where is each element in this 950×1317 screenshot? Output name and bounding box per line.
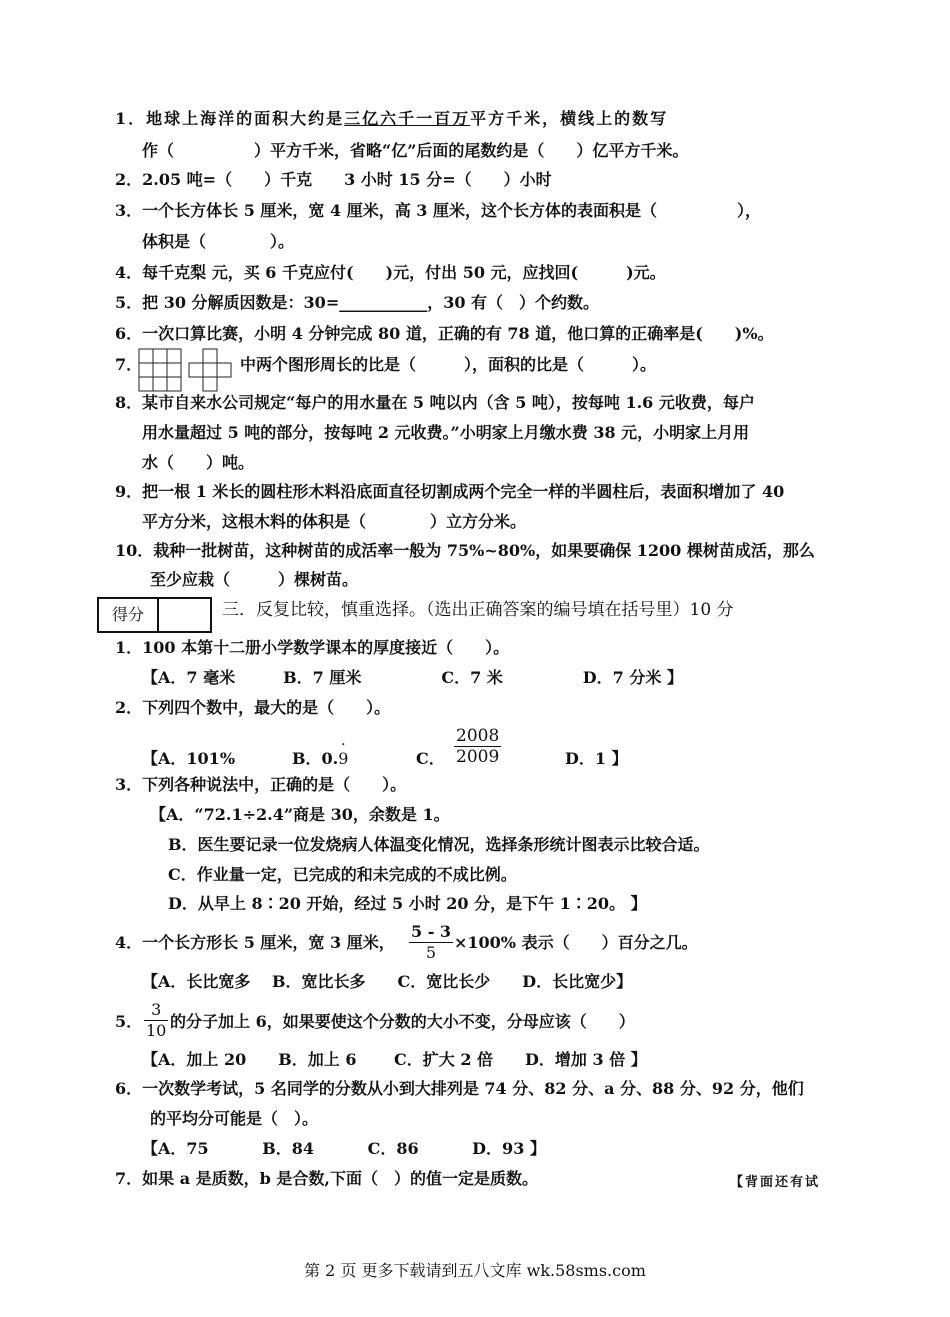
q3-6-line2: 的平均分可能是（ ）。 [150, 1109, 319, 1128]
q3-5-num: 5． [115, 1012, 143, 1031]
q2-9-line1: 9．把一根 1 米长的圆柱形木料沿底面直径切割成两个完全一样的半圆柱后，表面积增加了 40 [115, 482, 785, 501]
q3-1-options: 【A．7 毫米 B．7 厘米 C．7 米 D．7 分米 】 [142, 668, 683, 687]
q3-7: 7．如果 a 是质数，b 是合数,下面（ ）的值一定是质数。 [115, 1169, 538, 1188]
q3-3-optD: D．从早上 8∶20 开始，经过 5 小时 20 分，是下午 1∶20。 】 [168, 894, 647, 913]
q2-1-line1: 1．地球上海洋的面积大约是三亿六千一百万平方千米，横线上的数写 [115, 109, 669, 128]
q2-7-text: 中两个图形周长的比是（ ），面积的比是（ ）。 [240, 355, 657, 374]
q3-5-post: 的分子加上 6，如果要使这个分数的大小不变，分母应该（ ） [170, 1012, 635, 1031]
q2-8-line1: 8．某市自来水公司规定“每户的用水量在 5 吨以内（含 5 吨），按每吨 1.6 元收费，每户 [115, 393, 755, 412]
q2-4: 4．每千克梨 元，买 6 千克应付( )元，付出 50 元，应找回( )元。 [115, 263, 666, 282]
q2-3-line1: 3．一个长方体长 5 厘米，宽 4 厘米，高 3 厘米，这个长方体的表面积是（ ）， [115, 201, 761, 220]
q2-5: 5．把 30 分解质因数是：30=___________，30 有（ ）个约数。 [115, 293, 600, 312]
q3-4-post: ×100% 表示（ ）百分之几。 [454, 933, 698, 952]
fraction-3-10: $\frac{3}{10}$ [146, 1000, 167, 1040]
q2-7-num: 7． [115, 355, 143, 374]
q2-8-line3: 水（ ）吨。 [142, 453, 255, 472]
underlined-number: 三亿六千一百万 [344, 109, 471, 128]
fraction-2008-2009: $\frac{2008}{2009}$ [456, 726, 500, 767]
q3-2-optD: D．1 】 [565, 749, 628, 768]
q2-8-line2: 用水量超过 5 吨的部分，按每吨 2 元收费。”小明家上月缴水费 38 元，小明家上月用 [142, 423, 750, 442]
q2-1-line2: 作（ ）平方千米，省略“亿”后面的尾数约是（ ）亿平方千米。 [142, 141, 689, 160]
section-title: 三．反复比较，慎重选择。（选出正确答案的编号填在括号里）10 分 [222, 600, 734, 620]
q3-6-line1: 6．一次数学考试，5 名同学的分数从小到大排列是 74 分、82 分、a 分、88 分、92 分，他们 [115, 1079, 804, 1098]
q2-6: 6．一次口算比赛，小明 4 分钟完成 80 道，正确的有 78 道，他口算的正确率是( )%。 [115, 324, 774, 343]
q3-4-options: 【A．长比宽多 B．宽比长多 C．宽比长少 D．长比宽少】 [142, 972, 633, 991]
q3-1: 1．100 本第十二册小学数学课本的厚度接近（ ）。 [115, 638, 510, 657]
q3-3-optA: 【A．“72.1÷2.4”商是 30，余数是 1。 [150, 805, 450, 824]
q2-3-line2: 体积是（ ）。 [142, 232, 295, 251]
q2-10-line1: 10．栽种一批树苗，这种树苗的成活率一般为 75%~80%，如果要确保 1200 棵树苗成活，那么 [115, 541, 815, 560]
q3-2-optB: B．0. · 9 [292, 737, 349, 768]
q3-6-options: 【A．75 B．84 C．86 D．93 】 [142, 1139, 546, 1158]
q2-10-line2: 至少应栽（ ）棵树苗。 [150, 570, 359, 589]
q3-3-optC: C．作业量一定，已完成的和未完成的不成比例。 [168, 865, 517, 884]
fraction-5-minus-3-over-5: $\frac{5 - 3}{5}$ [411, 922, 452, 962]
q3-2: 2．下列四个数中，最大的是（ ）。 [115, 698, 391, 717]
q3-2-optA: 【A．101% [142, 749, 236, 768]
q3-3: 3．下列各种说法中，正确的是（ ）。 [115, 775, 407, 794]
score-label: 得分 [99, 599, 159, 631]
grid-figures [138, 348, 234, 394]
page-footer: 第 2 页 更多下载请到五八文库 wk.58sms.com [304, 1261, 646, 1280]
q2-2: 2．2.05 吨=（ ）千克 3 小时 15 分=（ ）小时 [115, 170, 552, 189]
q2-9-line2: 平方分米，这根木料的体积是（ ）立方分米。 [142, 512, 527, 531]
q3-2-optC: C． [416, 749, 445, 768]
q3-4-pre: 4．一个长方形长 5 厘米，宽 3 厘米， [115, 933, 395, 952]
back-side-note: 【背面还有试 [730, 1175, 821, 1190]
score-box [97, 597, 212, 633]
q3-3-optB: B．医生要记录一位发烧病人体温变化情况，选择条形统计图表示比较合适。 [168, 835, 710, 854]
q3-5-options: 【A．加上 20 B．加上 6 C．扩大 2 倍 D．增加 3 倍 】 [142, 1050, 647, 1069]
